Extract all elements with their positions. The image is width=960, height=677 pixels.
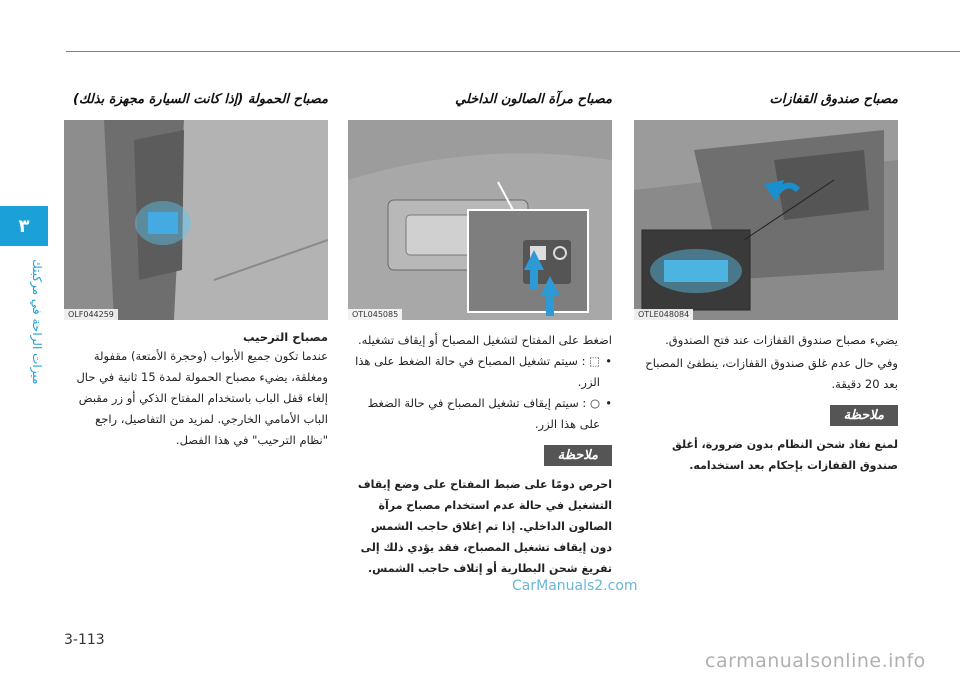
section-glovebox-lamp [634, 90, 898, 476]
cargo-photo [64, 120, 328, 320]
paragraph: يضيء مصباح صندوق القفازات عند فتح الصندوق. [665, 333, 898, 347]
notice-text: لمنع نفاد شحن النظام بدون ضرورة، أغلق صندوق القفازات بإحكام بعد استخدامه. [672, 438, 898, 472]
photo-code: OLF044259 [64, 309, 118, 320]
subheading: مصباح الترحيب [242, 330, 328, 344]
vanity-photo [348, 120, 612, 320]
paragraph: اضغط على المفتاح لتشغيل المصباح أو إيقاف تشغيله. [358, 333, 612, 347]
section-title: مصباح صندوق القفازات [769, 92, 898, 107]
warning-badge: ملاحظة [830, 405, 898, 426]
bullet-off: • ○ : سيتم إيقاف تشغيل المصباح في حالة الضغط على هذا الزر. [348, 393, 612, 435]
notice-text: احرص دومًا على ضبط المفتاح على وضع إيقاف التشغيل في حالة عدم استخدام مصباح مرآة الصالون الداخلي. إذا تم إغلاق حاجب الشمس دون إيقاف تشغيل المصباح، فقد يؤدي ذلك إلى تفريغ شحن البطارية أو إتلاف حاجب الشمس. [357, 478, 612, 575]
watermark-footer: carmanualsonline.info [705, 650, 926, 672]
bullet-on: • ⬚ : سيتم تشغيل المصباح في حالة الضغط على هذا الزر. [348, 351, 612, 393]
section-cargo-lamp [64, 90, 328, 451]
glovebox-photo [634, 120, 898, 320]
paragraph: عندما تكون جميع الأبواب (وحجرة الأمتعة) مقفولة ومغلقة، يضيء مصباح الحمولة لمدة 15 ثانية في حال إلغاء قفل الباب باستخدام المفتاح الذكي أو زر مقبض الباب الأمامي الخارجي. لمزيد من التفاصيل، راجع "نظام الترحيب" في هذا الفصل. [76, 349, 328, 447]
chapter-vertical-label: ميزات الراحة في مركبتك [30, 259, 44, 385]
watermark-inline: CarManuals2.com [512, 578, 638, 594]
warning-badge: ملاحظة [544, 445, 612, 466]
chapter-tab: ٣ [0, 206, 48, 246]
photo-code: OTL045085 [348, 309, 402, 320]
paragraph: وفي حال عدم غلق صندوق القفازات، ينطفئ المصباح بعد 20 دقيقة. [645, 356, 898, 391]
section-title: مصباح الحمولة (إذا كانت السيارة مجهزة بذلك) [72, 92, 328, 107]
page-number: 3-113 [64, 632, 105, 648]
photo-code: OTLE048084 [634, 309, 693, 320]
top-rule [66, 51, 960, 52]
section-title: مصباح مرآة الصالون الداخلي [455, 92, 612, 107]
section-vanity-lamp [348, 90, 612, 579]
